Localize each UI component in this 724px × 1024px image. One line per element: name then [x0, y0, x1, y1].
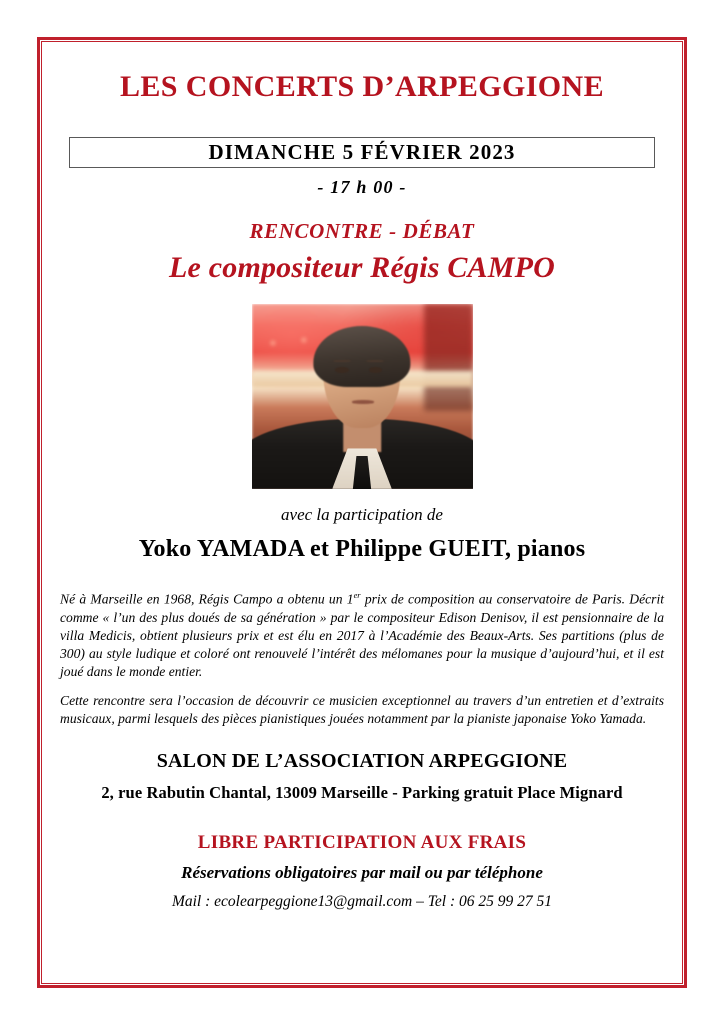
event-date: DIMANCHE 5 FÉVRIER 2023: [208, 140, 516, 164]
biography-paragraph-1-part-a: Né à Marseille en 1968, Régis Campo a obtenu un 1: [60, 591, 354, 607]
event-type: RENCONTRE - DÉBAT: [249, 219, 475, 243]
photo-eye-right: [369, 367, 382, 373]
ordinal-suffix: er: [353, 590, 361, 600]
performer-names: Yoko YAMADA et Philippe GUEIT, pianos: [138, 536, 586, 562]
photo-mouth: [352, 400, 374, 403]
contact-details: Mail : ecolearpeggione13@gmail.com – Tel : 06 25 99 27 51: [171, 893, 553, 911]
event-name: Le compositeur Régis CAMPO: [168, 251, 556, 284]
photo-eye-left: [335, 367, 348, 373]
poster-title: LES CONCERTS D’ARPEGGIONE: [119, 70, 605, 103]
free-entry-notice: LIBRE PARTICIPATION AUX FRAIS: [197, 832, 527, 854]
participation-intro: avec la participation de: [281, 505, 443, 524]
poster-content: [50, 48, 674, 977]
biography-paragraph-1: [60, 590, 664, 681]
date-box: [69, 137, 655, 168]
portrait-photo: [252, 304, 473, 489]
venue-address: 2, rue Rabutin Chantal, 13009 Marseille - Parking gratuit Place Mignard: [101, 783, 623, 803]
event-time: - 17 h 00 -: [317, 177, 407, 197]
biography-paragraph-1-part-b: prix de composition au conservatoire de Paris. Décrit comme « l’un des plus doués de sa génération » par le compositeur Edison Denisov, il est pensionnaire de la villa Medicis, obtient plusieurs prix et est élu en 2017 à l’Académie des Beaux-Arts. Ses partitions (plus de 300) au style ludique et coloré ont renouvelé l’intérêt des mélomanes pour la musique d’aujourd’hui, et il est joué dans le monde entier.: [60, 591, 664, 679]
biography-paragraph-2: Cette rencontre sera l’occasion de découvrir ce musicien exceptionnel au travers d’un entretien et d’extraits musicaux, parmi lesquels des pièces pianistiques jouées notamment par la pianiste japonaise Yoko Yamada.: [60, 692, 664, 726]
portrait-photo-image: [252, 304, 473, 489]
photo-background-right: [424, 304, 473, 411]
reservation-notice: Réservations obligatoires par mail ou par téléphone: [181, 863, 543, 883]
venue-name: SALON DE L’ASSOCIATION ARPEGGIONE: [156, 750, 568, 773]
biography: [50, 590, 674, 728]
